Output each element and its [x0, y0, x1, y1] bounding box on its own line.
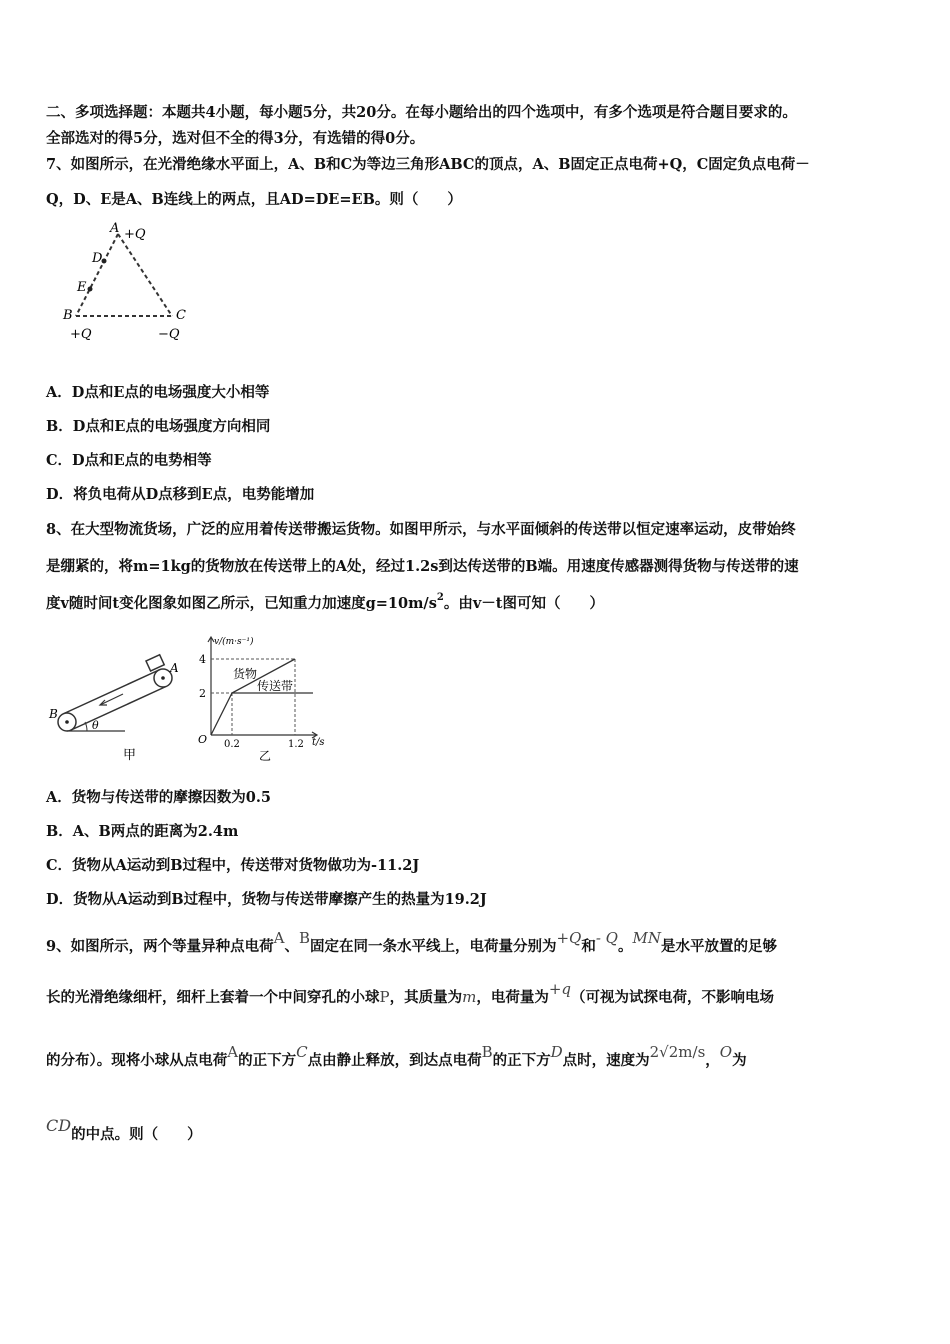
q8-line3-part1: 度v随时间t变化图象如图乙所示，已知重力加速度g=10m/s	[46, 595, 437, 612]
belt-top	[64, 670, 160, 714]
label-A: A	[110, 221, 120, 236]
q8-option-a[interactable]: A．货物与传送带的摩擦因数为0.5	[46, 789, 271, 806]
q7-option-d[interactable]: D．将负电荷从D点移到E点，电势能增加	[46, 486, 315, 503]
q7-triangle-figure	[58, 220, 198, 345]
q9-l4-text-a: 的中点。则（ ）	[71, 1126, 202, 1143]
q9-math-m: m	[462, 988, 477, 1006]
q9-l1-text-d: 和	[581, 938, 596, 955]
q9-l1-text-f: 是水平放置的足够	[660, 938, 777, 955]
q7-option-b[interactable]: B．D点和E点的电场强度方向相同	[46, 418, 271, 435]
q9-math-A2: A	[227, 1043, 239, 1061]
label-E: E	[77, 280, 87, 295]
q9-l2-text-c: ，电荷量为	[476, 989, 549, 1006]
section-header-line2: 全部选对的得5分，选对但不全的得3分，有选错的得0分。	[46, 130, 425, 147]
label-D: D	[92, 251, 103, 266]
side-AC	[118, 234, 172, 316]
q8-option-c[interactable]: C．货物从A运动到B过程中，传送带对货物做功为-11.2J	[46, 857, 420, 874]
q9-l1-text-e: 。	[617, 938, 633, 955]
q7-stem-line2: Q，D、E是A、B连线上的两点，且AD=DE=EB。则（ ）	[46, 191, 462, 208]
label-belt: 传送带	[257, 679, 294, 693]
q8-option-b[interactable]: B．A、B两点的距离为2.4m	[46, 823, 239, 840]
q9-l2-text-d: （可视为试探电荷，不影响电场	[571, 989, 774, 1006]
label-plus-q-b: +Q	[70, 327, 92, 342]
y-axis-label: v/(m·s⁻¹)	[214, 637, 254, 647]
q9-math-mn: MN	[632, 929, 661, 947]
q8-stem-line2: 是绷紧的，将m=1kg的货物放在传送带上的A处，经过1.2s到达传送带的B端。用速度传感器测得货物与传送带的速	[46, 558, 799, 575]
label-B: B	[49, 707, 58, 721]
q9-l3-text-f: ，	[705, 1052, 720, 1069]
q9-l1-text-a: 9、如图所示，两个等量异种点电荷	[46, 938, 274, 955]
pulley-B-axle	[65, 720, 69, 724]
q9-math-A: A	[273, 929, 285, 947]
label-C: C	[176, 308, 186, 323]
q8-vt-graph	[195, 632, 335, 762]
q9-l3-text-e: 点时，速度为	[562, 1052, 650, 1069]
label-goods: 货物	[233, 667, 258, 681]
q8-line3-part2: 。由v－t图可知（ ）	[443, 595, 604, 612]
q9-math-O: O	[719, 1043, 733, 1061]
q9-l3-text-b: 的正下方	[238, 1052, 297, 1069]
label-B: B	[63, 308, 73, 323]
q9-l3-text-a: 的分布）。现将小球从点电荷	[46, 1052, 228, 1069]
q9-math-CD: CD	[46, 1116, 72, 1135]
q9-l3-text-d: 的正下方	[492, 1052, 551, 1069]
q7-option-c[interactable]: C．D点和E点的电势相等	[46, 452, 212, 469]
origin-label: O	[198, 733, 208, 746]
q8-stem-line1: 8、在大型物流货场，广泛的应用着传送带搬运货物。如图甲所示，与水平面倾斜的传送带以恒定速率运动，皮带始终	[46, 521, 796, 538]
q9-stem-line1	[46, 929, 908, 957]
q9-stem-line3	[46, 1043, 908, 1071]
x-axis-label: t/s	[312, 737, 325, 748]
caption-jia: 甲	[123, 748, 137, 763]
q9-math-plus-q: +Q	[556, 929, 582, 947]
q9-math-minus-q: - Q	[595, 929, 618, 947]
q9-math-B: B	[298, 929, 310, 947]
q8-line3-superscript: 2	[436, 592, 444, 603]
label-theta: θ	[92, 719, 99, 732]
tick-x-12: 1.2	[288, 739, 304, 750]
tick-y4: 4	[199, 653, 206, 666]
q9-l1-text-c: 固定在同一条水平线上，电荷量分别为	[309, 938, 557, 955]
q9-l3-text-g: 为	[732, 1052, 747, 1069]
q9-math-P: P	[379, 988, 390, 1006]
section-header-line1: 二、多项选择题：本题共4小题，每小题5分，共20分。在每小题给出的四个选项中，有多个选项是符合题目要求的。	[46, 104, 797, 121]
q9-l2-text-a: 长的光滑绝缘细杆，细杆上套着一个中间穿孔的小球	[46, 989, 380, 1006]
label-plus-q-a: +Q	[124, 227, 146, 242]
tick-y2: 2	[199, 687, 206, 700]
q8-stem-line3	[46, 594, 908, 616]
pulley-A-axle	[161, 676, 165, 680]
q9-math-plus-small-q: +q	[548, 980, 571, 998]
q7-option-a[interactable]: A．D点和E点的电场强度大小相等	[46, 384, 270, 401]
q9-math-D: D	[550, 1043, 563, 1061]
q9-math-B2: B	[481, 1043, 493, 1061]
side-AB	[76, 234, 118, 316]
label-A: A	[170, 661, 179, 675]
label-minus-q-c: −Q	[158, 327, 180, 342]
q8-option-d[interactable]: D．货物从A运动到B过程中，货物与传送带摩擦产生的热量为19.2J	[46, 891, 487, 908]
q9-l3-text-c: 点由静止释放，到达点电荷	[307, 1052, 482, 1069]
q9-stem-line2	[46, 980, 908, 1008]
belt-bottom	[70, 687, 166, 731]
caption-yi: 乙	[259, 749, 272, 762]
point-E	[88, 287, 93, 292]
q8-conveyor-figure	[45, 650, 190, 765]
q9-math-velocity: 2√2m/s	[649, 1043, 706, 1061]
tick-x-02: 0.2	[224, 739, 240, 750]
q9-math-C: C	[296, 1043, 308, 1061]
q9-l1-text-b: 、	[284, 938, 299, 955]
q9-l2-text-b: ，其质量为	[389, 989, 463, 1006]
q7-stem-line1: 7、如图所示，在光滑绝缘水平面上，A、B和C为等边三角形ABC的顶点，A、B固定正点电荷+Q，C固定负点电荷－	[46, 156, 810, 173]
q9-stem-line4	[46, 1116, 908, 1145]
